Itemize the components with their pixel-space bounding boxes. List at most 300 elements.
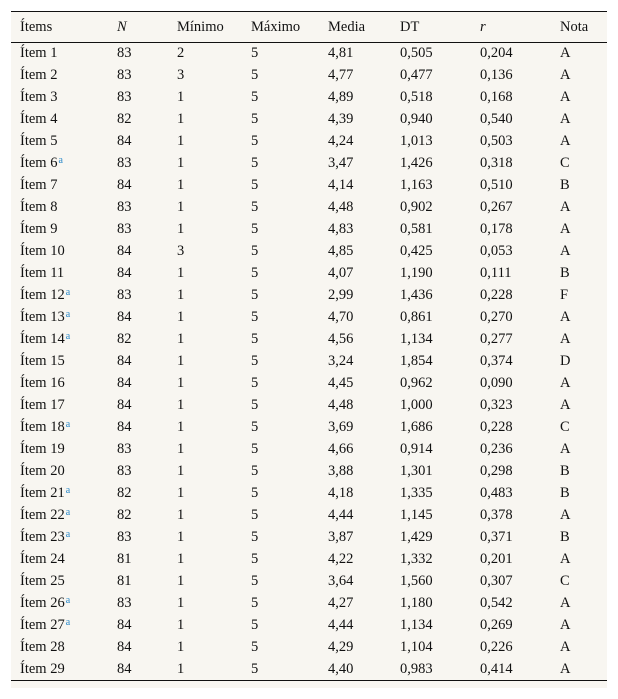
cell-r: 0,228 [480, 287, 513, 303]
cell-r: 0,201 [480, 551, 513, 567]
cell-media: 4,56 [328, 331, 354, 347]
cell-item [11, 417, 108, 439]
table-row [11, 87, 607, 109]
cell-item [11, 593, 108, 615]
cell-nota: F [560, 287, 569, 303]
cell-r: 0,371 [480, 529, 513, 545]
cell-item [11, 527, 108, 549]
table-row [11, 197, 607, 219]
cell-dt: 1,104 [400, 639, 433, 655]
cell-maximo: 5 [251, 353, 259, 369]
cell-r: 0,298 [480, 463, 513, 479]
cell-n: 84 [117, 133, 132, 149]
item-label: Ítem 18 [20, 419, 65, 435]
item-label: Ítem 2 [20, 67, 58, 83]
cell-maximo: 5 [251, 463, 259, 479]
cell-nota: A [560, 309, 571, 325]
cell-n: 83 [117, 463, 132, 479]
table-row [11, 549, 607, 571]
cell-nota: B [560, 265, 570, 281]
cell-media: 4,45 [328, 375, 354, 391]
cell-item [11, 571, 108, 593]
cell-nota: A [560, 133, 571, 149]
cell-n: 83 [117, 595, 132, 611]
cell-item [11, 659, 108, 681]
cell-dt: 0,425 [400, 243, 433, 259]
cell-nota: C [560, 573, 570, 589]
cell-media: 4,40 [319, 659, 391, 681]
cell-maximo: 5 [251, 617, 259, 633]
cell-maximo: 5 [251, 133, 259, 149]
table-row [11, 65, 607, 87]
cell-maximo: 5 [251, 595, 259, 611]
cell-media: 4,14 [328, 177, 354, 193]
cell-item [11, 483, 108, 505]
cell-maximo: 5 [251, 639, 259, 655]
cell-n: 84 [108, 659, 168, 681]
cell-dt: 1,854 [400, 353, 433, 369]
table-row [11, 131, 607, 153]
cell-r: 0,378 [480, 507, 513, 523]
cell-minimo: 1 [177, 441, 185, 457]
cell-nota: B [560, 463, 570, 479]
cell-r: 0,277 [480, 331, 513, 347]
cell-media: 4,18 [328, 485, 354, 501]
cell-n: 84 [117, 397, 132, 413]
cell-minimo: 1 [177, 485, 185, 501]
cell-dt: 1,436 [400, 287, 433, 303]
cell-n: 82 [117, 507, 132, 523]
cell-minimo: 1 [177, 573, 185, 589]
cell-dt: 0,505 [400, 45, 433, 62]
cell-media: 4,89 [328, 89, 354, 105]
cell-item [11, 373, 108, 395]
cell-maximo: 5 [251, 309, 259, 325]
cell-r: 0,318 [480, 155, 513, 171]
item-label: Ítem 17 [20, 397, 65, 413]
table-row [11, 175, 607, 197]
cell-n: 84 [117, 309, 132, 325]
cell-dt: 1,013 [400, 133, 433, 149]
cell-minimo: 2 [177, 45, 185, 62]
cell-dt: 1,190 [400, 265, 433, 281]
cell-n: 83 [117, 155, 132, 171]
cell-dt: 0,940 [400, 111, 433, 127]
cell-maximo: 5 [242, 659, 319, 681]
cell-r: 0,226 [480, 639, 513, 655]
cell-media: 4,48 [328, 199, 354, 215]
item-label: Ítem 20 [20, 463, 65, 479]
cell-media: 4,24 [328, 133, 354, 149]
footnote-marker[interactable]: a [65, 617, 71, 628]
cell-minimo: 1 [177, 221, 185, 237]
item-label: Ítem 23 [20, 529, 65, 545]
cell-item [11, 395, 108, 417]
item-label: Ítem 1 [20, 45, 58, 62]
cell-nota: A [560, 397, 571, 413]
cell-r: 0,053 [480, 243, 513, 259]
item-label: Ítem 27 [20, 617, 65, 633]
header-minimo: Mínimo [168, 12, 242, 43]
cell-media: 3,47 [328, 155, 354, 171]
item-label: Ítem 16 [20, 375, 65, 391]
cell-maximo: 5 [251, 155, 259, 171]
cell-minimo: 1 [177, 507, 185, 523]
item-label: Ítem 3 [20, 89, 58, 105]
cell-minimo: 1 [177, 463, 185, 479]
item-statistics-table [11, 11, 607, 681]
cell-dt: 1,686 [400, 419, 433, 435]
cell-nota: A [560, 639, 571, 655]
cell-dt: 1,134 [400, 331, 433, 347]
cell-item [11, 87, 108, 109]
cell-media: 4,44 [328, 507, 354, 523]
footnote-marker[interactable]: a [65, 331, 71, 342]
table-row [11, 307, 607, 329]
cell-nota: B [560, 485, 570, 501]
cell-minimo: 1 [168, 659, 242, 681]
table-row [11, 351, 607, 373]
cell-media: 3,64 [328, 573, 354, 589]
cell-item [11, 219, 108, 241]
cell-item [11, 153, 108, 175]
table-row [11, 285, 607, 307]
cell-n: 83 [117, 529, 132, 545]
footnote-marker[interactable]: a [65, 485, 71, 496]
cell-nota: A [560, 617, 571, 633]
cell-nota: C [560, 419, 570, 435]
cell-maximo: 5 [251, 243, 259, 259]
cell-item [11, 307, 108, 329]
header-nota: Nota [551, 12, 607, 43]
cell-nota: A [551, 659, 607, 681]
cell-item [11, 241, 108, 263]
cell-dt: 0,902 [400, 199, 433, 215]
table-row [11, 505, 607, 527]
cell-media: 4,83 [328, 221, 354, 237]
footnote-marker[interactable]: a [65, 287, 71, 298]
item-label: Ítem 21 [20, 485, 65, 501]
footnote-marker[interactable]: a [65, 419, 71, 430]
cell-maximo: 5 [251, 287, 259, 303]
cell-maximo: 5 [251, 45, 259, 62]
table-row [11, 373, 607, 395]
cell-maximo: 5 [251, 89, 259, 105]
cell-minimo: 1 [177, 265, 185, 281]
table-row [11, 241, 607, 263]
cell-n: 84 [117, 265, 132, 281]
cell-minimo: 1 [177, 551, 185, 567]
cell-n: 84 [117, 177, 132, 193]
cell-n: 81 [117, 551, 132, 567]
cell-r: 0,111 [480, 265, 512, 281]
cell-r: 0,228 [480, 419, 513, 435]
cell-media: 4,85 [328, 243, 354, 259]
cell-dt: 1,180 [400, 595, 433, 611]
item-label: Ítem 4 [20, 111, 58, 127]
cell-r: 0,168 [480, 89, 513, 105]
header-dt: DT [391, 12, 471, 43]
table-row [11, 263, 607, 285]
cell-r: 0,510 [480, 177, 513, 193]
cell-r: 0,542 [480, 595, 513, 611]
cell-r: 0,090 [480, 375, 513, 391]
footnote-marker[interactable]: a [65, 507, 71, 518]
item-label: Ítem 10 [20, 243, 65, 259]
cell-n: 82 [117, 485, 132, 501]
cell-dt: 1,335 [400, 485, 433, 501]
cell-r: 0,236 [480, 441, 513, 457]
footnote-marker[interactable]: a [65, 309, 71, 320]
cell-media: 4,77 [328, 67, 354, 83]
item-label: Ítem 12 [20, 287, 65, 303]
cell-dt: 1,426 [400, 155, 433, 171]
cell-r: 0,374 [480, 353, 513, 369]
cell-r: 0,204 [480, 45, 513, 62]
cell-n: 83 [117, 199, 132, 215]
cell-media: 3,24 [328, 353, 354, 369]
item-label: Ítem 13 [20, 309, 65, 325]
cell-dt: 1,134 [400, 617, 433, 633]
cell-nota: A [560, 67, 571, 83]
item-label: Ítem 7 [20, 177, 58, 193]
table-row [11, 615, 607, 637]
cell-n: 83 [117, 221, 132, 237]
footnote-marker[interactable]: a [65, 529, 71, 540]
cell-r: 0,503 [480, 133, 513, 149]
cell-r: 0,269 [480, 617, 513, 633]
cell-maximo: 5 [251, 507, 259, 523]
cell-n: 84 [117, 353, 132, 369]
cell-nota: A [560, 595, 571, 611]
header-media: Media [319, 12, 391, 43]
cell-maximo: 5 [251, 529, 259, 545]
item-label: Ítem 9 [20, 221, 58, 237]
item-label: Ítem 19 [20, 441, 65, 457]
cell-minimo: 1 [177, 111, 185, 127]
cell-minimo: 1 [177, 89, 185, 105]
cell-n: 82 [117, 331, 132, 347]
cell-minimo: 1 [177, 617, 185, 633]
cell-minimo: 1 [177, 331, 185, 347]
cell-r: 0,414 [471, 659, 551, 681]
cell-dt: 0,983 [391, 659, 471, 681]
cell-r: 0,540 [480, 111, 513, 127]
cell-dt: 1,332 [400, 551, 433, 567]
cell-minimo: 1 [177, 375, 185, 391]
cell-maximo: 5 [251, 441, 259, 457]
table-row [11, 395, 607, 417]
header-r: r [471, 12, 551, 43]
table-body [11, 43, 607, 681]
item-label: Ítem 25 [20, 573, 65, 589]
item-label: Ítem 22 [20, 507, 65, 523]
cell-minimo: 1 [177, 595, 185, 611]
cell-nota: A [560, 375, 571, 391]
cell-maximo: 5 [251, 177, 259, 193]
header-row [11, 12, 607, 43]
cell-n: 84 [117, 419, 132, 435]
cell-item [11, 43, 108, 65]
cell-r: 0,270 [480, 309, 513, 325]
cell-nota: A [560, 243, 571, 259]
cell-minimo: 3 [177, 243, 185, 259]
cell-media: 3,87 [328, 529, 354, 545]
cell-item [11, 637, 108, 659]
cell-dt: 1,301 [400, 463, 433, 479]
cell-media: 4,27 [328, 595, 354, 611]
footnote-marker[interactable]: a [65, 595, 71, 606]
cell-maximo: 5 [251, 419, 259, 435]
cell-minimo: 1 [177, 419, 185, 435]
cell-media: 4,39 [328, 111, 354, 127]
cell-media: 4,48 [328, 397, 354, 413]
cell-r: 0,267 [480, 199, 513, 215]
table-row [11, 637, 607, 659]
cell-dt: 0,914 [400, 441, 433, 457]
cell-item [11, 329, 108, 351]
cell-dt: 1,163 [400, 177, 433, 193]
header-items: Ítems [11, 12, 108, 43]
item-label: Ítem 8 [20, 199, 58, 215]
cell-dt: 1,000 [400, 397, 433, 413]
cell-maximo: 5 [251, 573, 259, 589]
item-statistics-table-container [11, 11, 607, 688]
table-row [11, 417, 607, 439]
table-row [11, 593, 607, 615]
cell-maximo: 5 [251, 265, 259, 281]
item-label: Ítem 14 [20, 331, 65, 347]
cell-n: 84 [117, 639, 132, 655]
cell-media: 4,07 [328, 265, 354, 281]
cell-minimo: 1 [177, 309, 185, 325]
table-header [11, 12, 607, 43]
cell-nota: A [560, 551, 571, 567]
cell-minimo: 1 [177, 155, 185, 171]
table-row [11, 483, 607, 505]
cell-minimo: 1 [177, 529, 185, 545]
cell-n: 83 [117, 89, 132, 105]
cell-item [11, 131, 108, 153]
cell-minimo: 1 [177, 353, 185, 369]
table-row [11, 219, 607, 241]
cell-minimo: 1 [177, 133, 185, 149]
cell-nota: A [560, 331, 571, 347]
cell-n: 81 [117, 573, 132, 589]
cell-nota: A [560, 507, 571, 523]
cell-r: 0,178 [480, 221, 513, 237]
table-row [11, 571, 607, 593]
cell-r: 0,307 [480, 573, 513, 589]
cell-item [11, 351, 108, 373]
cell-item [11, 505, 108, 527]
cell-nota: A [560, 221, 571, 237]
table-row [11, 439, 607, 461]
cell-item [11, 461, 108, 483]
header-n: N [108, 12, 168, 43]
cell-nota: A [560, 45, 571, 62]
table-row [11, 527, 607, 549]
cell-media: 4,70 [328, 309, 354, 325]
cell-maximo: 5 [251, 199, 259, 215]
cell-item [11, 197, 108, 219]
cell-dt: 0,581 [400, 221, 433, 237]
item-label: Ítem 6 [20, 155, 58, 171]
table-row [11, 43, 607, 65]
cell-dt: 0,861 [400, 309, 433, 325]
cell-item [11, 285, 108, 307]
cell-media: 4,29 [328, 639, 354, 655]
cell-item [11, 175, 108, 197]
cell-minimo: 3 [177, 67, 185, 83]
cell-minimo: 1 [177, 287, 185, 303]
cell-nota: B [560, 177, 570, 193]
table-row [11, 109, 607, 131]
cell-dt: 1,145 [400, 507, 433, 523]
cell-n: 84 [117, 375, 132, 391]
item-label: Ítem 11 [20, 265, 65, 281]
footnote-marker[interactable]: a [58, 155, 63, 166]
cell-maximo: 5 [251, 375, 259, 391]
cell-item [11, 615, 108, 637]
cell-item [11, 109, 108, 131]
cell-n: 83 [117, 67, 132, 83]
cell-dt: 1,560 [400, 573, 433, 589]
cell-media: 3,69 [328, 419, 354, 435]
cell-maximo: 5 [251, 221, 259, 237]
cell-dt: 0,962 [400, 375, 433, 391]
cell-media: 4,66 [328, 441, 354, 457]
cell-item [11, 439, 108, 461]
cell-item [11, 65, 108, 87]
cell-maximo: 5 [251, 111, 259, 127]
cell-nota: B [560, 529, 570, 545]
cell-nota: A [560, 89, 571, 105]
header-maximo: Máximo [242, 12, 319, 43]
cell-media: 4,81 [328, 45, 354, 62]
table-row [11, 461, 607, 483]
cell-nota: A [560, 441, 571, 457]
cell-maximo: 5 [251, 397, 259, 413]
cell-item [11, 549, 108, 571]
cell-minimo: 1 [177, 177, 185, 193]
cell-dt: 1,429 [400, 529, 433, 545]
cell-n: 83 [117, 441, 132, 457]
cell-minimo: 1 [177, 397, 185, 413]
cell-dt: 0,518 [400, 89, 433, 105]
item-label: Ítem 24 [20, 551, 65, 567]
item-label: Ítem 15 [20, 353, 65, 369]
cell-nota: C [560, 155, 570, 171]
item-label: Ítem 29 [20, 660, 65, 677]
cell-media: 3,88 [328, 463, 354, 479]
cell-n: 83 [117, 45, 132, 62]
cell-n: 82 [117, 111, 132, 127]
cell-maximo: 5 [251, 551, 259, 567]
cell-maximo: 5 [251, 67, 259, 83]
cell-r: 0,323 [480, 397, 513, 413]
cell-media: 2,99 [328, 287, 354, 303]
cell-nota: A [560, 111, 571, 127]
cell-media: 4,22 [328, 551, 354, 567]
cell-item [11, 263, 108, 285]
cell-nota: D [560, 353, 571, 369]
item-label: Ítem 28 [20, 639, 65, 655]
cell-r: 0,136 [480, 67, 513, 83]
cell-maximo: 5 [251, 485, 259, 501]
table-row [11, 659, 607, 681]
table-row [11, 329, 607, 351]
